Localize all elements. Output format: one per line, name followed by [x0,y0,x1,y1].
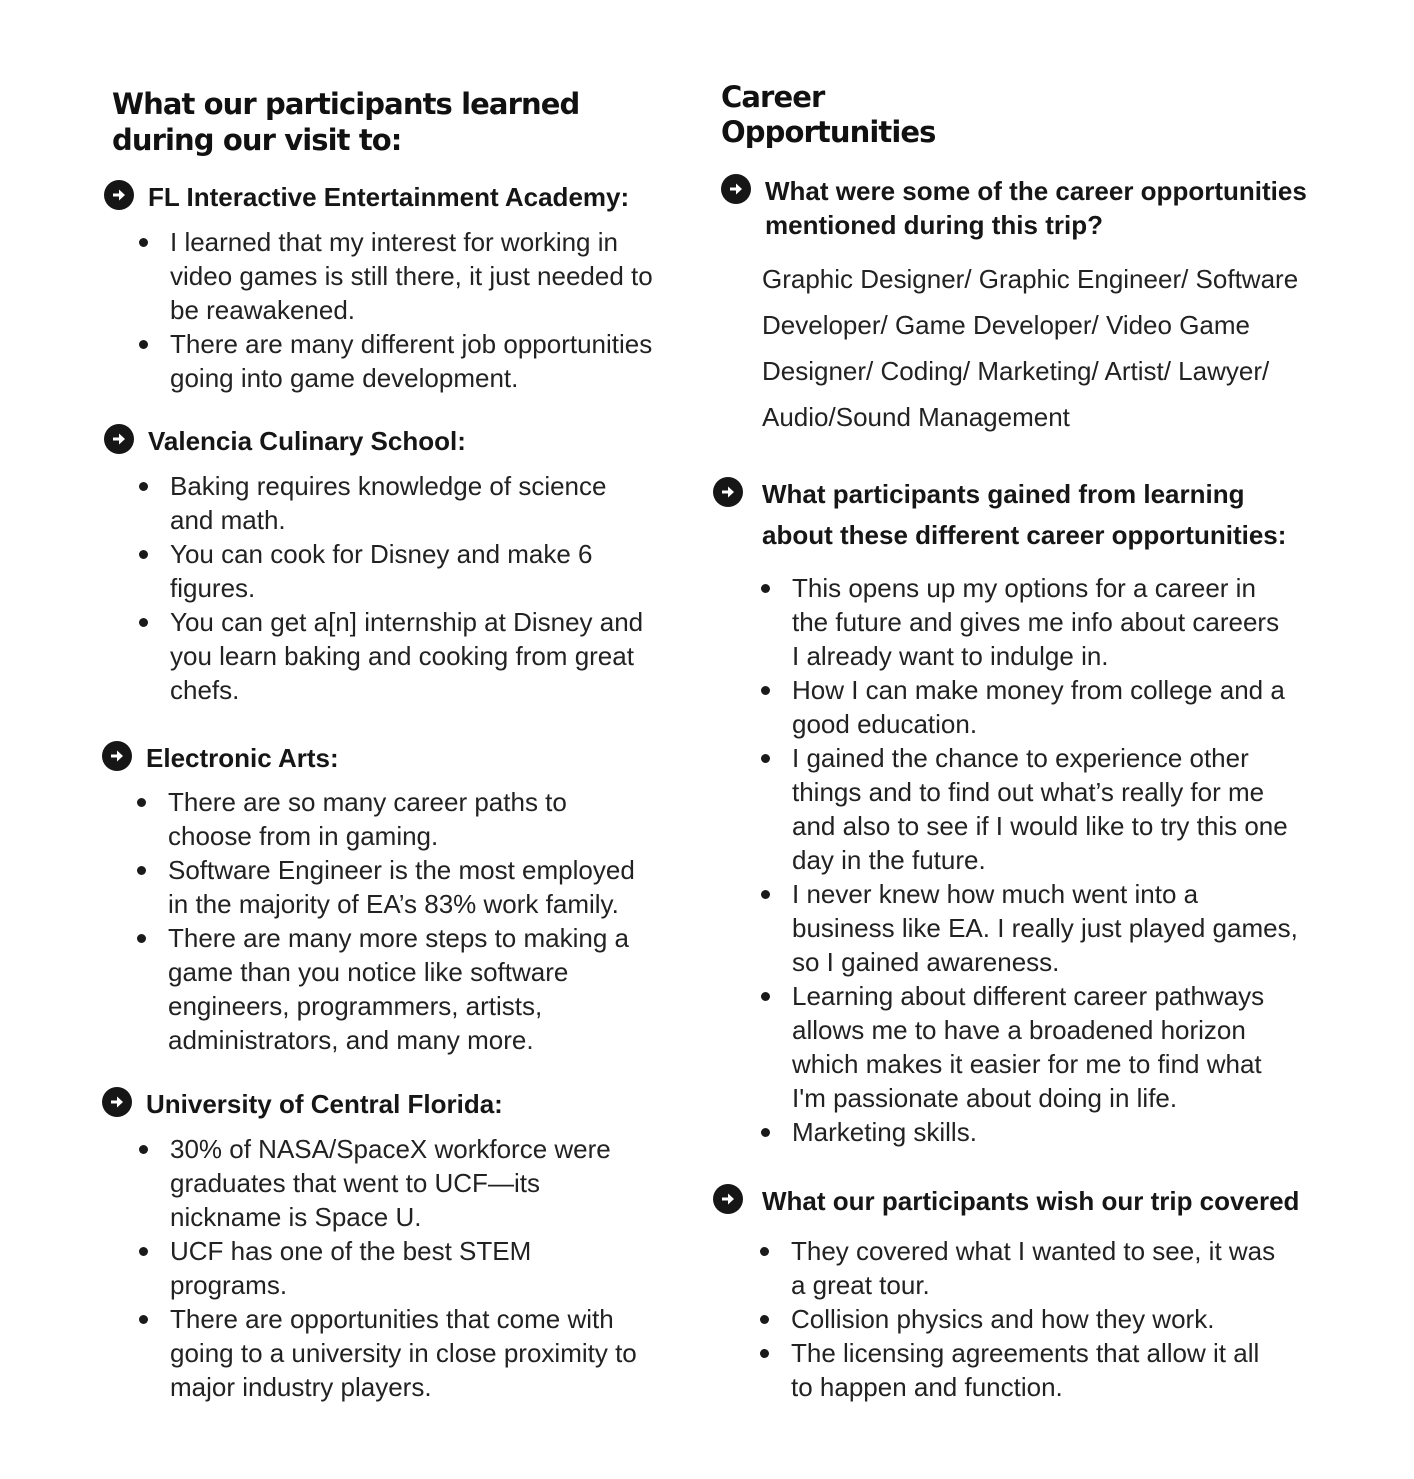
participants-learned-title [112,86,579,158]
arrow-right-icon [713,1184,743,1214]
arrow-right-icon [104,424,134,454]
section-title: Valencia Culinary School: [148,426,466,456]
arrow-right-icon [713,477,743,507]
list-item: I never knew how much went into a business like EA. I really just played games, so I gained awareness. [758,877,1298,979]
wish-bullet-list [757,1234,1275,1404]
section-title: FL Interactive Entertainment Academy: [148,182,630,212]
list-item: You can cook for Disney and make 6 figures. [136,537,643,605]
list-item: UCF has one of the best STEM programs. [136,1234,637,1302]
list-item: There are so many career paths to choose from in gaming. [134,785,635,853]
section-fiea-heading [104,180,629,214]
list-item: The licensing agreements that allow it all to happen and function. [757,1336,1275,1404]
list-item: Learning about different career pathways allows me to have a broadened horizon which makes it easier for me to find what I'm passionate about doing in life. [758,979,1298,1115]
title-line: What our participants learned [112,87,580,121]
gained-bullet-list [758,571,1298,1149]
arrow-right-icon [104,180,134,210]
list-item: How I can make money from college and a good education. [758,673,1298,741]
section-title: What participants gained from learning about these different career opportunities: [762,479,1287,550]
list-item: There are opportunities that come with going to a university in close proximity to major industry players. [136,1302,637,1404]
list-item: I gained the chance to experience other things and to find out what’s really for me and also to see if I would like to try this one day in the future. [758,741,1298,877]
section-ucf-heading [102,1087,503,1121]
career-opportunities-title [721,80,936,150]
career-opportunities-list: Graphic Designer/ Graphic Engineer/ Software Developer/ Game Developer/ Video Game Designer/ Coding/ Marketing/ Artist/ Lawyer/ Audio/Sound Management [762,264,1299,432]
valencia-bullet-list [136,469,643,707]
list-item: They covered what I wanted to see, it was a great tour. [757,1234,1275,1302]
section-valencia-heading [104,424,466,458]
list-item: This opens up my options for a career in the future and gives me info about careers I already want to indulge in. [758,571,1298,673]
list-item: There are many different job opportunities going into game development. [136,327,653,395]
fiea-bullet-list [136,225,653,395]
list-item: 30% of NASA/SpaceX workforce were graduates that went to UCF—its nickname is Space U. [136,1132,637,1234]
ucf-bullet-list [136,1132,637,1404]
section-title: What were some of the career opportunities mentioned during this trip? [765,176,1307,240]
career-question-heading [721,174,1307,242]
title-line: Career [721,80,825,114]
title-line: during our visit to: [112,123,402,157]
list-item: I learned that my interest for working in video games is still there, it just needed to be reawakened. [136,225,653,327]
arrow-right-icon [721,174,751,204]
section-title: What our participants wish our trip covered [762,1186,1300,1216]
title-line: Opportunities [721,115,936,149]
ea-bullet-list [134,785,635,1057]
section-title: Electronic Arts: [146,743,339,773]
list-item: Baking requires knowledge of science and math. [136,469,643,537]
list-item: There are many more steps to making a game than you notice like software engineers, programmers, artists, administrators, and many more. [134,921,635,1057]
list-item: You can get a[n] internship at Disney and you learn baking and cooking from great chefs. [136,605,643,707]
list-item: Software Engineer is the most employed in the majority of EA’s 83% work family. [134,853,635,921]
gained-heading [713,477,1286,556]
wish-heading [713,1184,1299,1218]
list-item: Collision physics and how they work. [757,1302,1275,1336]
section-title: University of Central Florida: [146,1089,503,1119]
arrow-right-icon [102,1087,132,1117]
list-item: Marketing skills. [758,1115,1298,1149]
arrow-right-icon [102,741,132,771]
section-ea-heading [102,741,339,775]
